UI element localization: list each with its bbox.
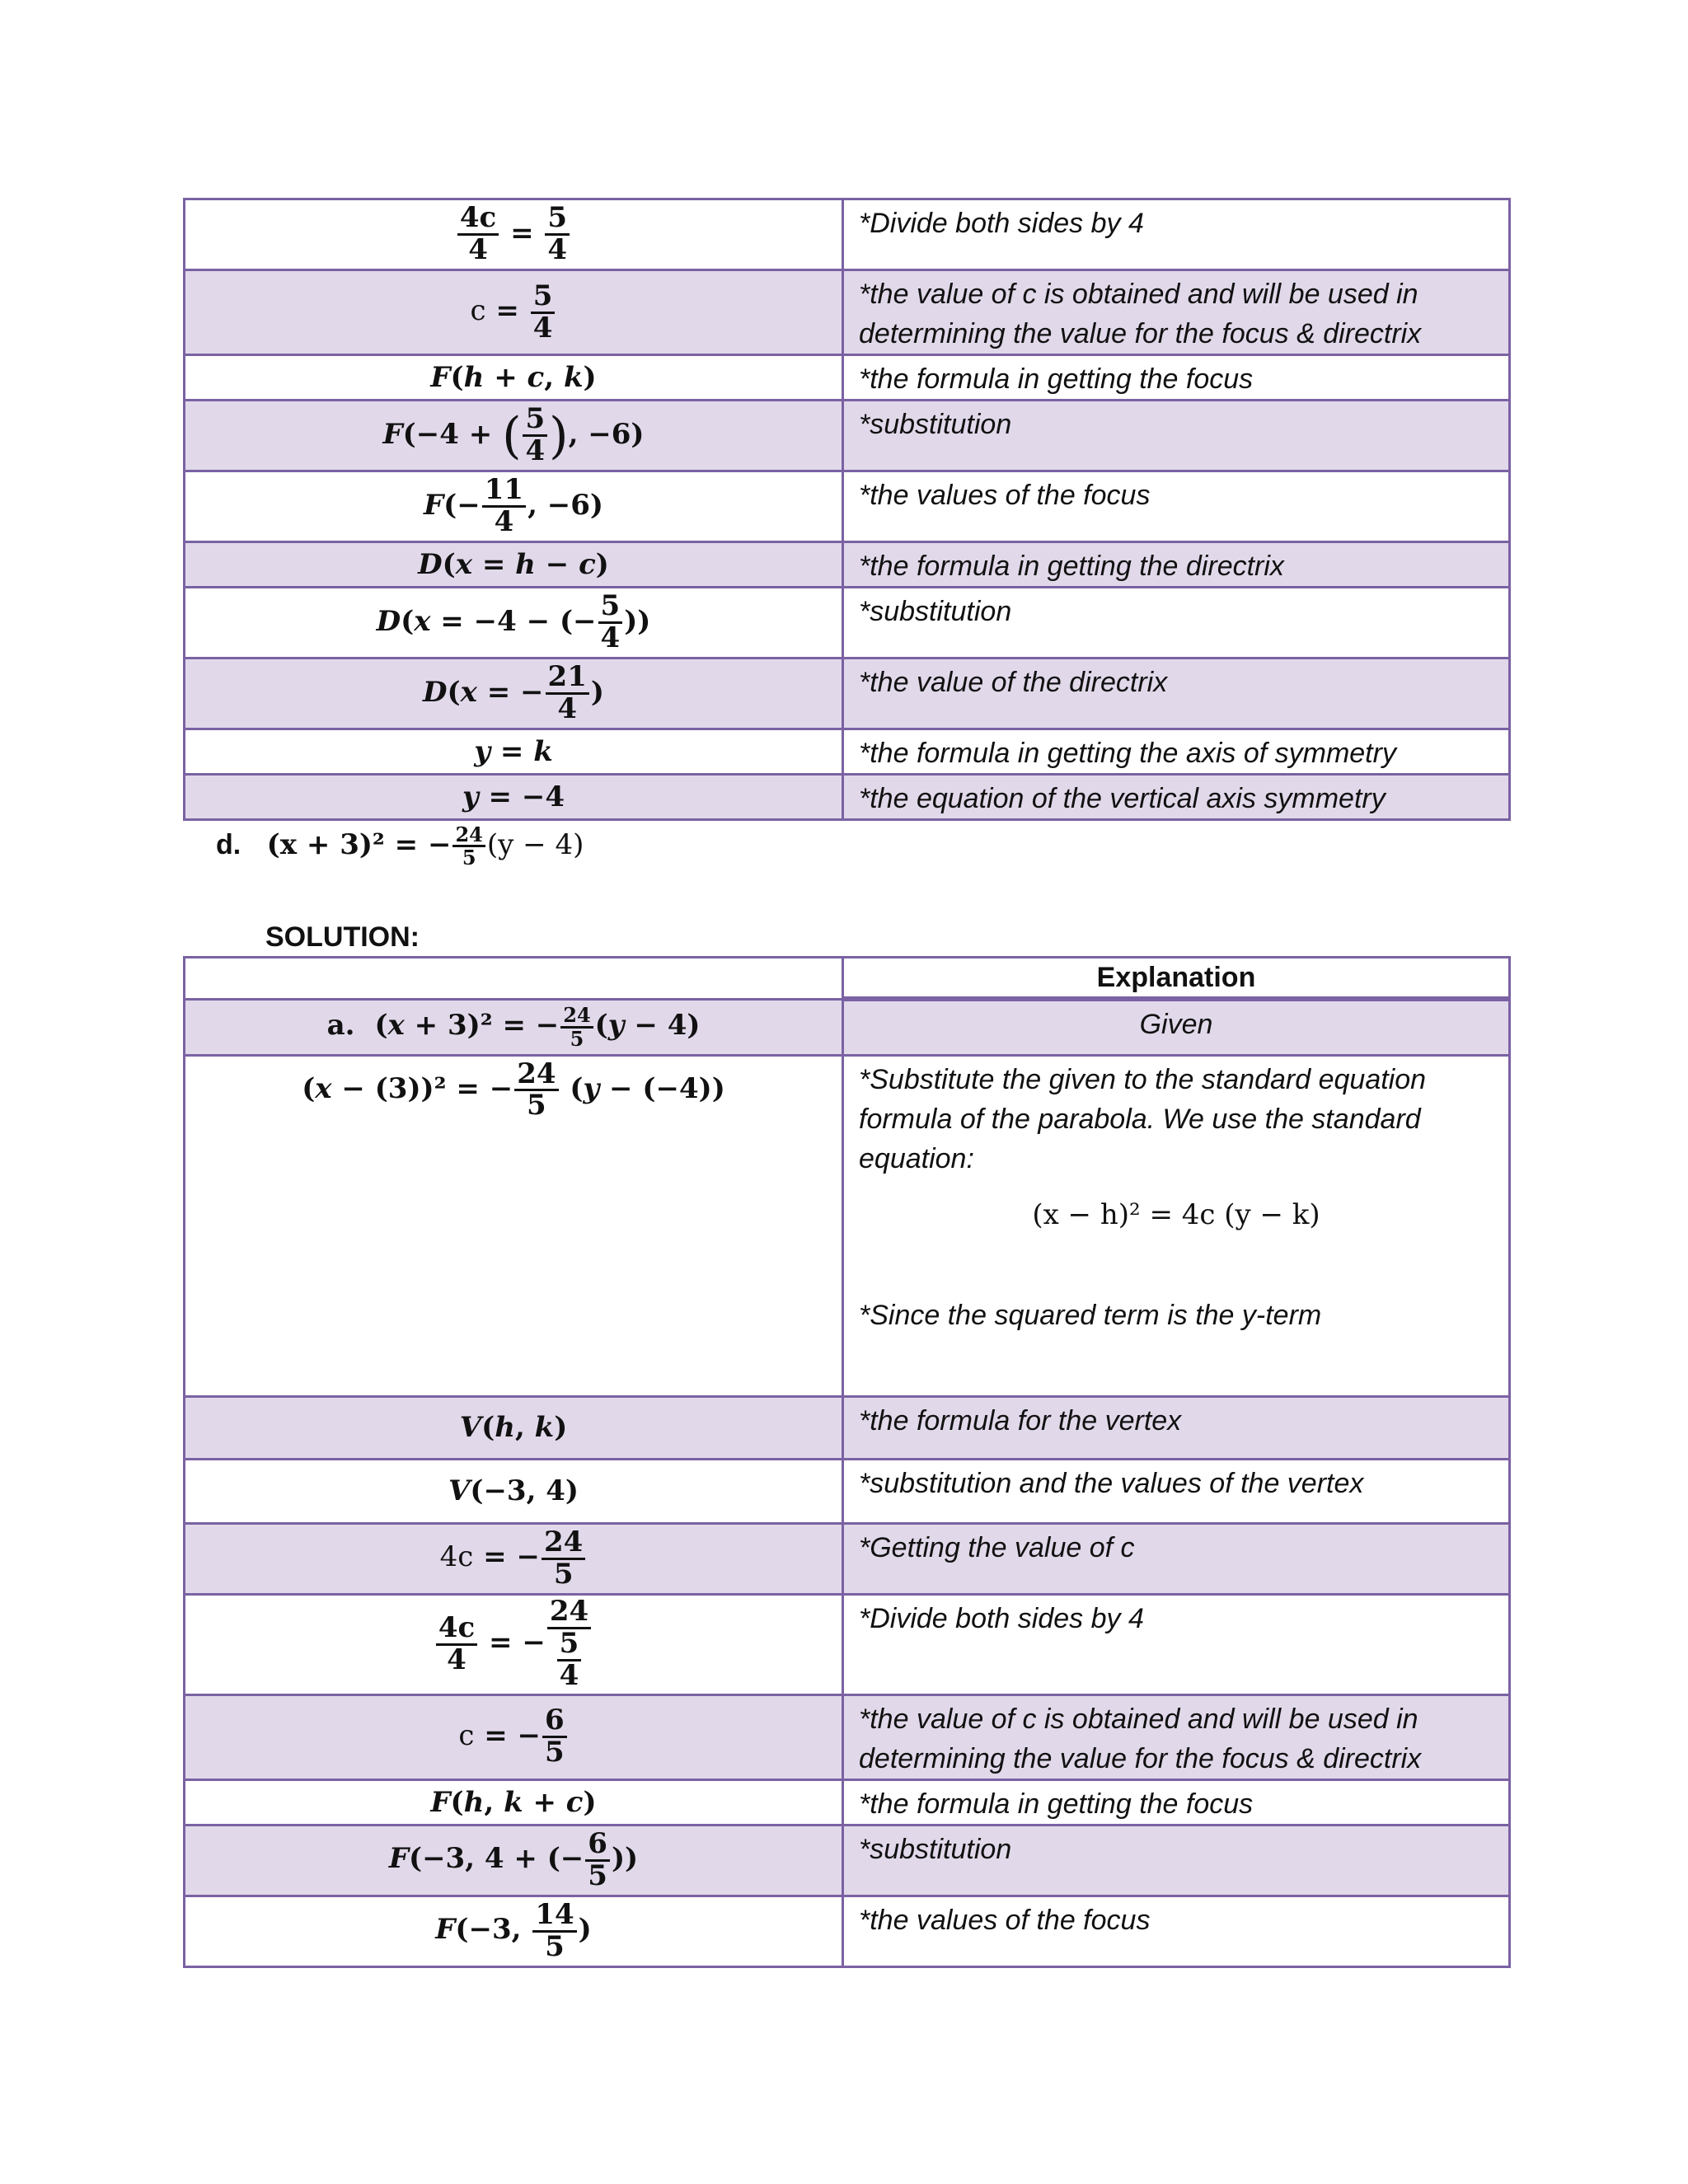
solution-table-d xyxy=(183,956,1511,1968)
solution-heading: SOLUTION: xyxy=(265,921,420,953)
explanation-cell: *the formula for the vertex xyxy=(843,1396,1510,1459)
table-row xyxy=(185,542,1510,588)
table-row xyxy=(185,729,1510,775)
math-cell: F(h + c, k) xyxy=(185,355,843,401)
row-label: a. xyxy=(326,1009,355,1042)
math-cell: c = − $\frac{6}{5}$ xyxy=(185,1694,843,1779)
math-cell: F(h, k + c) xyxy=(185,1779,843,1825)
explanation-cell: *substitution and the values of the vertex xyxy=(843,1459,1510,1523)
header-cell-explanation: Explanation xyxy=(843,958,1510,1000)
problem-d-statement xyxy=(216,824,584,868)
math-cell: V(−3, 4) xyxy=(185,1459,843,1523)
math-cell: V(h, k) xyxy=(185,1396,843,1459)
table-row xyxy=(185,1396,1510,1459)
math-cell: y = k xyxy=(185,729,843,775)
table-row xyxy=(185,1825,1510,1896)
table-row xyxy=(185,775,1510,820)
table-row xyxy=(185,355,1510,401)
math-cell: $\frac{4c}{4}$ = − $\frac{24}{\frac{5}{4}}$ xyxy=(185,1594,843,1694)
problem-label: d. xyxy=(216,828,241,860)
math-cell: F(−3, $\frac{14}{5}$ ) xyxy=(185,1896,843,1966)
solution-table-c xyxy=(183,198,1511,821)
explanation-cell: *the values of the focus xyxy=(843,1896,1510,1966)
math-cell: (x − (3))² = − $\frac{24}{5}$ (y − (−4)) xyxy=(185,1055,843,1396)
math-cell: D(x = − $\frac{21}{4}$ ) xyxy=(185,658,843,729)
table-row xyxy=(185,270,1510,355)
table-row xyxy=(185,471,1510,542)
table-row xyxy=(185,1055,1510,1396)
table-row xyxy=(185,1896,1510,1966)
table-row xyxy=(185,401,1510,471)
math-cell: $\frac{4c}{4}$ = $\frac{5}{4}$ xyxy=(185,199,843,270)
table-row xyxy=(185,199,1510,270)
math-cell: F(− $\frac{11}{4}$ , −6) xyxy=(185,471,843,542)
math-cell: y = −4 xyxy=(185,775,843,820)
explanation-cell: *Divide both sides by 4 xyxy=(843,199,1510,270)
table-row xyxy=(185,1459,1510,1523)
table-row xyxy=(185,588,1510,658)
equation-rhs: (y − 4) xyxy=(486,827,584,861)
table-row xyxy=(185,999,1510,1055)
math-cell: D(x = h − c) xyxy=(185,542,843,588)
explanation-cell: *the value of c is obtained and will be used in determining the value for the focus & directrix xyxy=(843,1694,1510,1779)
explanation-cell: *substitution xyxy=(843,588,1510,658)
header-cell-empty xyxy=(185,958,843,1000)
table-row xyxy=(185,1594,1510,1694)
explanation-cell xyxy=(843,1055,1510,1396)
explanation-cell: *the formula in getting the focus xyxy=(843,1779,1510,1825)
explanation-text: *Substitute the given to the standard equation formula of the parabola. We use the standard equation: xyxy=(859,1063,1427,1174)
fraction-denominator: 5 xyxy=(452,845,485,868)
explanation-cell: *Getting the value of c xyxy=(843,1523,1510,1594)
explanation-cell: Given xyxy=(843,999,1510,1055)
math-cell: F(−3, 4 + (− $\frac{6}{5}$ )) xyxy=(185,1825,843,1896)
table-header-row xyxy=(185,958,1510,1000)
explanation-cell: *the values of the focus xyxy=(843,471,1510,542)
math-cell: F(−4 + ( $\frac{5}{4}$ ), −6) xyxy=(185,401,843,471)
table-row xyxy=(185,1694,1510,1779)
math-cell: 4c = − $\frac{24}{5}$ xyxy=(185,1523,843,1594)
table-row xyxy=(185,1779,1510,1825)
table-row xyxy=(185,658,1510,729)
explanation-cell: *Divide both sides by 4 xyxy=(843,1594,1510,1694)
explanation-cell: *the formula in getting the directrix xyxy=(843,542,1510,588)
explanation-text: *Since the squared term is the y-term xyxy=(859,1299,1322,1331)
math-cell: D(x = −4 − (− $\frac{5}{4}$ )) xyxy=(185,588,843,658)
table-row xyxy=(185,1523,1510,1594)
fraction-numerator: 24 xyxy=(455,823,483,846)
math-cell: a. (x + 3)² = − $\frac{24}{5}$ (y − 4) xyxy=(185,999,843,1055)
explanation-cell: *the formula in getting the axis of symmetry xyxy=(843,729,1510,775)
standard-equation: (x − h)² = 4c (y − k) xyxy=(1032,1197,1320,1231)
equation-lhs: (x + 3)² = − xyxy=(266,827,452,861)
explanation-cell: *the value of the directrix xyxy=(843,658,1510,729)
explanation-cell: *the value of c is obtained and will be used in determining the value for the focus & directrix xyxy=(843,270,1510,355)
explanation-cell: *substitution xyxy=(843,401,1510,471)
explanation-cell: *the equation of the vertical axis symmetry xyxy=(843,775,1510,820)
math-cell: c = $\frac{5}{4}$ xyxy=(185,270,843,355)
explanation-cell: *the formula in getting the focus xyxy=(843,355,1510,401)
explanation-cell: *substitution xyxy=(843,1825,1510,1896)
